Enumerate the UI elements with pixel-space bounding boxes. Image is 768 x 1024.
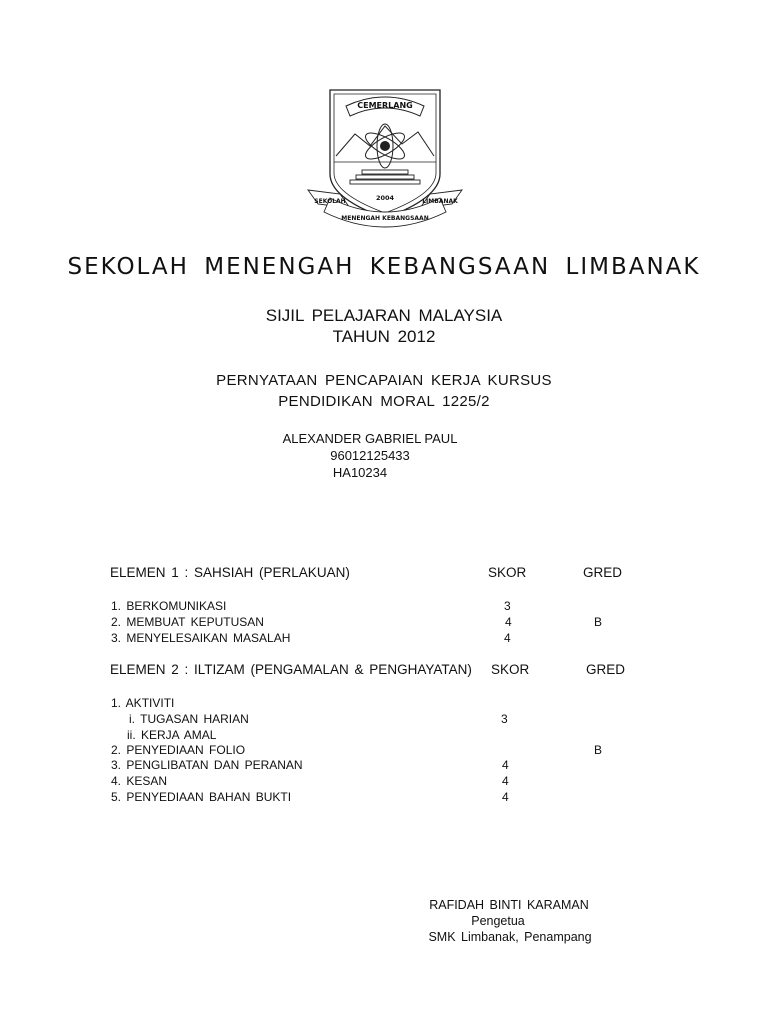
school-name-heading: SEKOLAH MENENGAH KEBANGSAAN LIMBANAK: [67, 254, 701, 280]
element2-grade: B: [594, 743, 603, 757]
student-index-number: HA10234: [332, 465, 388, 480]
element2-item-score: 4: [502, 774, 509, 788]
element1-item-score: 4: [504, 631, 511, 645]
element2-item-label: 3. PENGLIBATAN DAN PERANAN: [111, 758, 303, 772]
element1-item-label: 3. MENYELESAIKAN MASALAH: [111, 631, 291, 645]
exam-title: SIJIL PELAJARAN MALAYSIA: [265, 306, 503, 325]
element2-item-score: 3: [501, 712, 508, 726]
element2-item-score: 4: [502, 758, 509, 772]
principal-name: RAFIDAH BINTI KARAMAN: [429, 898, 589, 912]
element2-grade-header: GRED: [586, 662, 626, 677]
element1-item-label: 1. BERKOMUNIKASI: [111, 599, 227, 613]
svg-text:SEKOLAH: SEKOLAH: [314, 198, 346, 205]
statement-title-line2: PENDIDIKAN MORAL 1225/2: [278, 393, 490, 410]
element1-score-header: SKOR: [488, 565, 527, 580]
element2-subitem-label: i. TUGASAN HARIAN: [129, 712, 249, 726]
element1-item-label: 2. MEMBUAT KEPUTUSAN: [111, 615, 264, 629]
exam-year: TAHUN 2012: [332, 327, 436, 346]
element2-item-label: 1. AKTIVITI: [111, 696, 175, 710]
principal-institution: SMK Limbanak, Penampang: [428, 930, 592, 944]
element2-item-label: 2. PENYEDIAAN FOLIO: [111, 743, 246, 757]
element2-item-label: 4. KESAN: [111, 774, 168, 788]
principal-title: Pengetua: [471, 914, 525, 928]
student-ic-number: 96012125433: [330, 448, 410, 463]
element2-score-header: SKOR: [491, 662, 530, 677]
svg-text:LIMBANAK: LIMBANAK: [422, 198, 458, 205]
element2-item-label: 5. PENYEDIAAN BAHAN BUKTI: [111, 790, 292, 804]
svg-text:CEMERLANG: CEMERLANG: [357, 101, 413, 110]
svg-text:2004: 2004: [375, 194, 395, 202]
school-crest-logo: [300, 86, 470, 236]
element2-item-score: 4: [502, 790, 509, 804]
statement-title-line1: PERNYATAAN PENCAPAIAN KERJA KURSUS: [216, 372, 552, 389]
element1-grade: B: [594, 615, 603, 629]
svg-text:MENENGAH KEBANGSAAN: MENENGAH KEBANGSAAN: [341, 215, 429, 222]
element1-item-score: 4: [505, 615, 512, 629]
element2-subitem-label: ii. KERJA AMAL: [127, 728, 217, 742]
element1-item-score: 3: [504, 599, 511, 613]
student-name: ALEXANDER GABRIEL PAUL: [282, 431, 458, 446]
element1-title: ELEMEN 1 : SAHSIAH (PERLAKUAN): [110, 565, 350, 580]
element2-title: ELEMEN 2 : ILTIZAM (PENGAMALAN & PENGHAYATAN): [110, 662, 472, 677]
element1-grade-header: GRED: [583, 565, 623, 580]
